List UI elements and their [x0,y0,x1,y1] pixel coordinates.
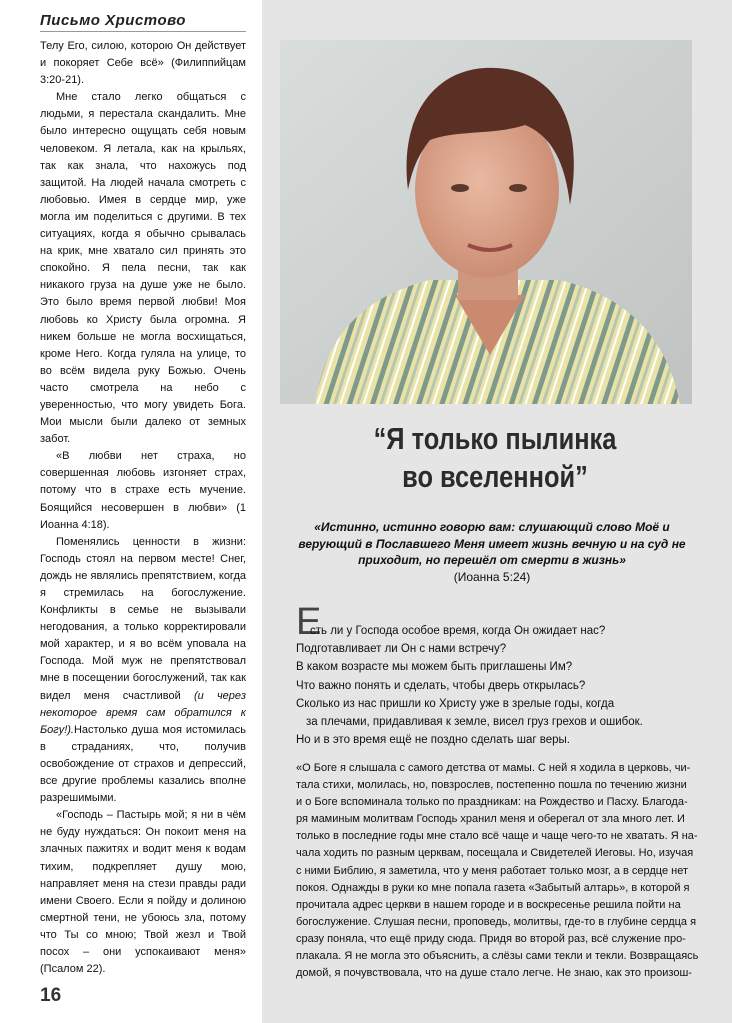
body-line: сразу поняла, что ещё приду сюда. Придя во второй раз, всё служение про- [296,932,686,945]
headline-line: “Я только пылинка [373,421,617,456]
portrait-photo [280,40,692,404]
paragraph: Телу Его, силою, которою Он действует и покоряет Себе всё» (Филиппийцам 3:20-21). [40,40,246,87]
body-line: богослужение. Слушая песни, проповедь, молитвы, где-то в глубине сердца я [296,915,697,928]
title-divider [40,31,246,32]
body-line: прочитала адрес церкви в нашем городе и в воскресенье решила пойти на [296,898,681,911]
body-line: тала стихи, молилась, но, повзрослев, постепенно пошла по течению жизни [296,779,687,792]
body-line: «О Боге я слышала с самого детства от мамы. С ней я ходила в церковь, чи- [296,762,691,774]
left-column-text [40,38,246,978]
question-line: Что важно понять и сделать, чтобы дверь открылась? [296,679,586,692]
body-line: покоя. Однажды в руки ко мне попала газета «Забытый алтарь», в которой я [296,881,690,894]
body-line: плакала. Я не могла это объяснить, а слёзы сами текли и текли. Возвращаясь [296,950,699,963]
question-line: сть ли у Господа особое время, когда Он ожидает нас? [310,625,606,637]
drop-cap: Е [296,601,322,643]
question-line: В каком возрасте мы можем быть приглашены Им? [296,661,573,674]
article-body [296,760,699,982]
paragraph-text: Поменялись ценности в жизни: Господь стоял на первом месте! Снег, дождь не являлись препятствием, когда я стремилась на богослужение. Конфликты в семье не вызывали негодования, а только корректировали мой характер, и я во всём уповала на Господа. Мой муж не препятствовал мне в посещении богослужений, так как видел меня счастливой [40,535,246,702]
question-line: Сколько из нас пришли ко Христу уже в зрелые годы, когда [296,697,615,710]
epigraph-reference: (Иоанна 5:24) [453,569,531,584]
paragraph: «В любви нет страха, но совершенная любовь изгоняет страх, потому что в страхе есть мучение. Боящийся несовершен в любви» (1 Иоанна 4:18). [40,450,246,531]
question-line: за плечами, придавливая к земле, висел груз грехов и ошибок. [306,716,643,729]
body-line: только в последние годы мне стало всё чаще и чаще чего-то не хватать. Я на- [296,830,698,843]
intro-questions [296,622,696,749]
paragraph-text: Настолько душа моя истомилась в страданиях, что, получив освобождение от страхов и депрессий, все другие проблемы казались вполне разрешимыми. [40,723,246,805]
epigraph-quote: «Истинно, истинно говорю вам: слушающий слово Моё и верующий в Пославшего Меня имеет жизнь вечную и на суд не приходит, но перешёл от смерти в жизнь» [298,520,686,567]
headline-line: во вселенной” [402,459,588,494]
paragraph: Мне стало легко общаться с людьми, я перестала скандалить. Мне было интересно ощущать себя новым человеком. Я летала, как на крыльях, так как знала, что нахожусь под защитой. На людей начала смотреть с любовью. Имея в сердце мир, уже могла им поделиться с другими. В тех ситуациях, когда я обычно срывалась на крик, мне хватало сил принять это спокойно. Я пела песни, так как никакого груза на душе уже не было. Это было время первой любви! Моя любовь ко Христу была огромна. Я никем больше не могла восхищаться, кроме Него. Когда гуляла на улице, то во всём видела руку Божью. Очень часто смотрела на небо с уверенностью, что могу увидеть Бога. Мои мысли были далеко от земных забот. [40,91,246,446]
paragraph: «Господь – Пастырь мой; я ни в чём не буду нуждаться: Он покоит меня на злачных пажитях и водит меня к водам тихим, подкрепляет душу мою, направляет меня на стези правды ради имени Своего. Если я пойду и долиною смертной тени, не убоюсь зла, потому что Ты со мною; Твой жезл и Твой посох – они успокаивают меня» (Псалом 22). [40,809,246,976]
question-line: Но и в это время ещё не поздно сделать шаг веры. [296,734,570,747]
paragraph [40,534,246,808]
question-line: Подготавливает ли Он с нами встречу? [296,643,507,656]
italic-insert: (и через некоторое время сам обратился к Богу!). [40,689,247,736]
article-headline [319,420,672,496]
article-panel [262,0,732,1023]
epigraph [292,519,692,585]
page-number: 16 [40,985,62,1006]
body-line: чала ходить по разным церквам, посещала и Свидетелей Иеговы. Но, изучая [296,847,694,860]
body-line: ря маминым молитвам Господь хранил меня и оберегал от зла много лет. И [296,813,685,826]
left-column [0,0,262,1023]
section-title: Письмо Христово [40,12,186,29]
portrait-image [280,40,692,404]
body-line: домой, я почувствовала, что на душе стало легче. Не знаю, как это произош- [296,967,692,980]
body-line: с ними Библию, я заметила, что у меня работает только мозг, а в сердце нет [296,864,689,877]
body-line: и о Боге вспоминала только по праздникам: на Рождество и Пасху. Благода- [296,796,688,809]
